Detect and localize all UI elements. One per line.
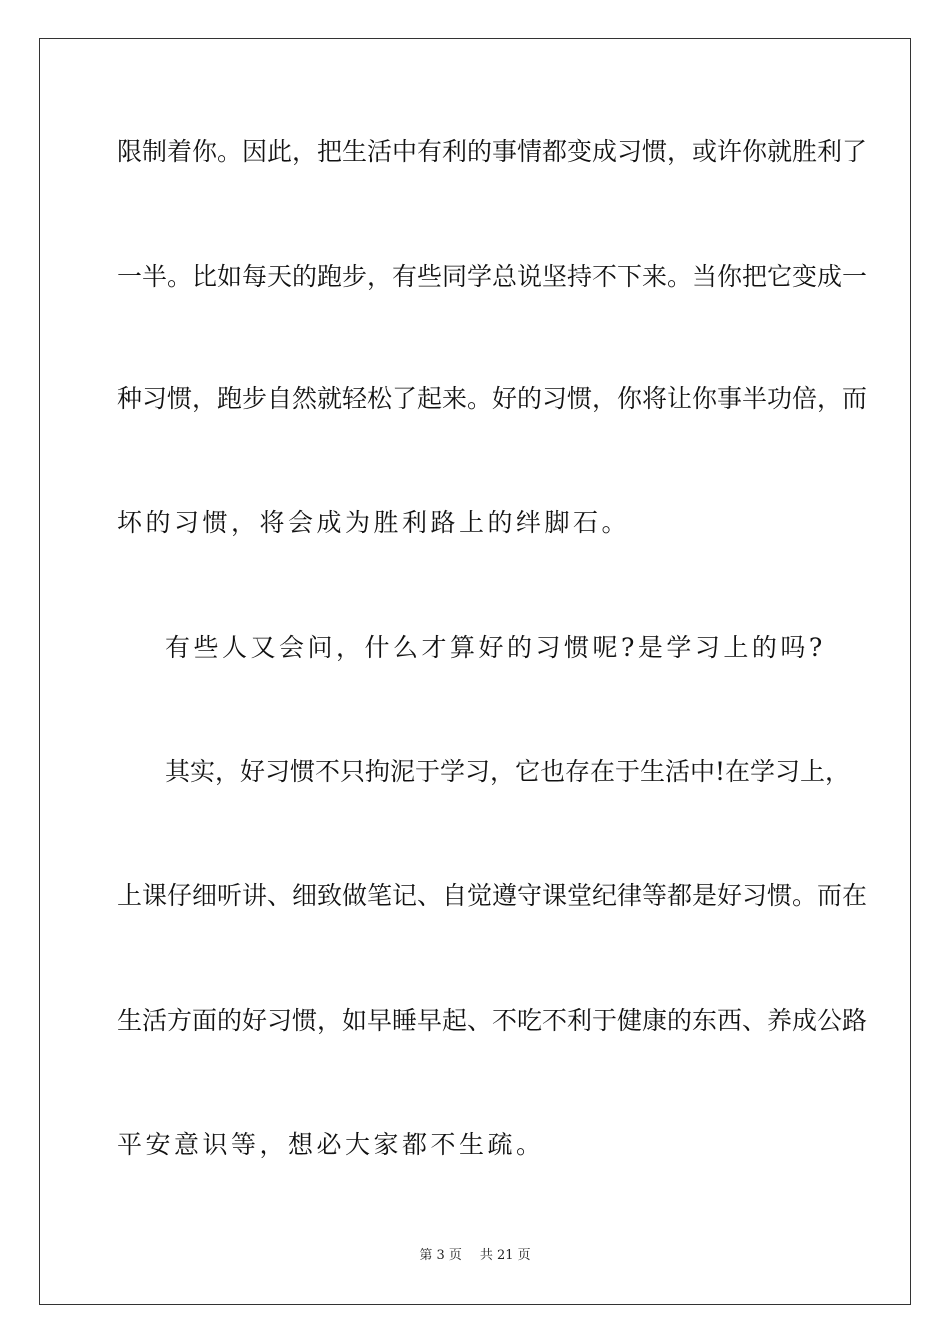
page-footer	[0, 1247, 950, 1265]
page-total: 共 21 页	[479, 1248, 531, 1263]
page-border	[39, 38, 911, 1305]
paragraph-line: 上课仔细听讲、细致做笔记、自觉遵守课堂纪律等都是好习惯。而在	[117, 881, 868, 910]
paragraph-line: 其实，好习惯不只拘泥于学习，它也存在于生活中!在学习上，	[165, 757, 851, 786]
paragraph-line: 有些人又会问，什么才算好的习惯呢?是学习上的吗?	[165, 633, 826, 662]
paragraph-line: 限制着你。因此，把生活中有利的事情都变成习惯，或许你就胜利了	[117, 137, 868, 166]
page-number: 第 3 页	[419, 1248, 462, 1263]
paragraph-line: 坏的习惯，将会成为胜利路上的绊脚石。	[117, 508, 631, 537]
paragraph-line: 平安意识等，想必大家都不生疏。	[117, 1130, 545, 1159]
paragraph-line: 生活方面的好习惯，如早睡早起、不吃不利于健康的东西、养成公路	[117, 1006, 868, 1035]
paragraph-line: 一半。比如每天的跑步，有些同学总说坚持不下来。当你把它变成一	[117, 262, 868, 291]
paragraph-line: 种习惯，跑步自然就轻松了起来。好的习惯，你将让你事半功倍，而	[117, 384, 868, 413]
